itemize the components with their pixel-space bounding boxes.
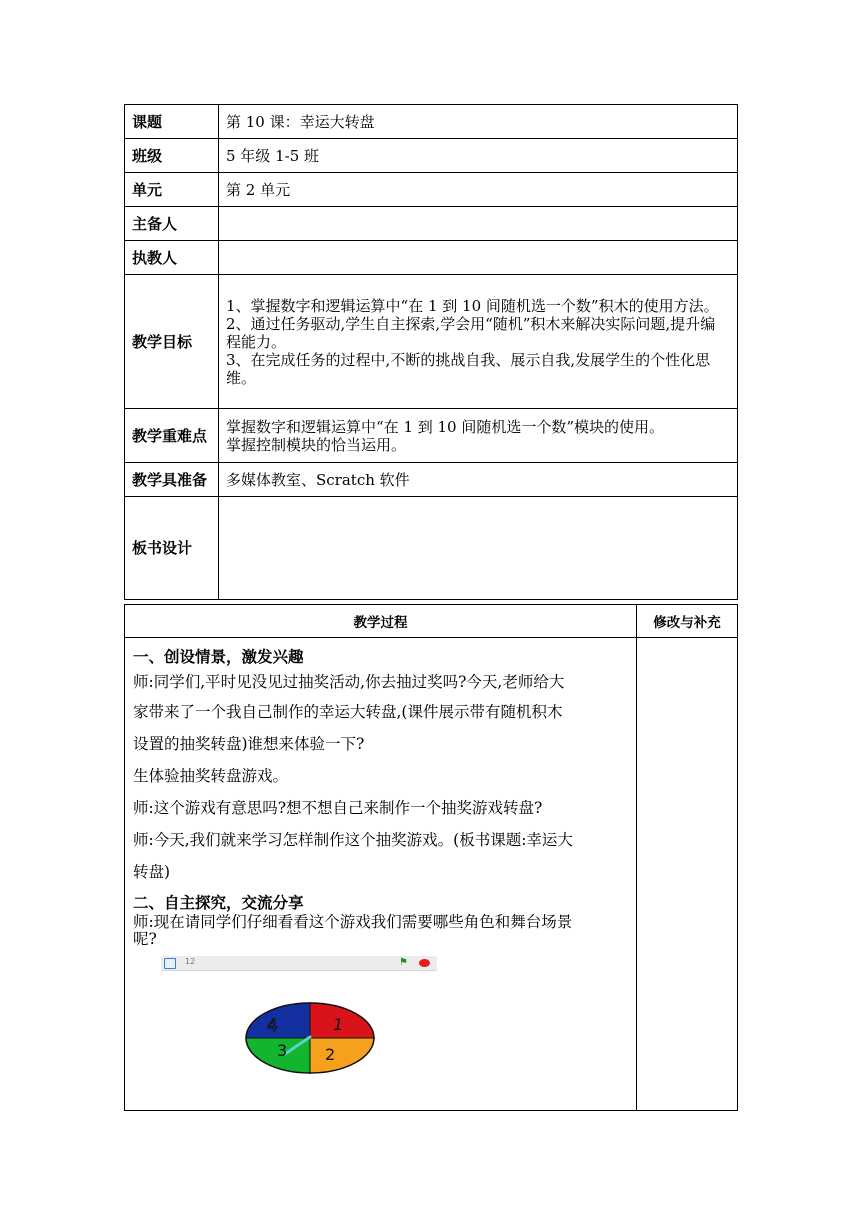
scratch-toolbar <box>161 956 437 971</box>
row-unit <box>125 173 738 207</box>
section-1-line-4: 生体验抽奖转盘游戏。 <box>133 767 289 785</box>
key-point-1: 掌握数字和逻辑运算中“在 1 到 10 间随机选一个数”模块的使用。 <box>226 417 665 436</box>
label-goals: 教学目标 <box>125 275 219 409</box>
lucky-wheel <box>245 1002 375 1074</box>
key-point-2: 掌握控制模块的恰当运用。 <box>226 435 407 454</box>
value-preparer <box>219 207 738 241</box>
revisions-cell <box>637 638 738 1111</box>
process-content <box>125 638 637 1111</box>
value-class: 5 年级 1-5 班 <box>219 139 738 173</box>
section-2-line-1: 师:现在请同学们仔细看看这个游戏我们需要哪些角色和舞台场景 <box>133 913 573 931</box>
goal-3: 3、在完成任务的过程中,不断的挑战自我、展示自我,发展学生的个性化思维。 <box>226 350 711 387</box>
goals-list <box>219 275 738 409</box>
section-1-line-6: 师:今天,我们就来学习怎样制作这个抽奖游戏。(板书课题:幸运大 <box>133 831 573 849</box>
goal-2: 2、通过任务驱动,学生自主探索,学会用“随机”积木来解决实际问题,提升编程能力。 <box>226 314 716 351</box>
label-class: 班级 <box>125 139 219 173</box>
section-1-line-7: 转盘) <box>133 863 171 881</box>
section-1-line-5: 师:这个游戏有意思吗?想不想自己来制作一个抽奖游戏转盘? <box>133 799 543 817</box>
goal-1: 1、掌握数字和逻辑运算中“在 1 到 10 间随机选一个数”积木的使用方法。 <box>226 296 719 315</box>
label-board: 板书设计 <box>125 497 219 600</box>
teaching-process-table <box>124 604 738 1111</box>
row-board <box>125 497 738 600</box>
section-1-line-2: 家带来了一个我自己制作的幸运大转盘,(课件展示带有随机积木 <box>133 703 563 721</box>
label-prep: 教学具准备 <box>125 463 219 497</box>
section-1-title: 一、创设情景，激发兴趣 <box>133 648 304 666</box>
section-2-line-2: 呢? <box>133 930 157 948</box>
value-title: 第 10 课：幸运大转盘 <box>219 105 738 139</box>
label-key-points: 教学重难点 <box>125 409 219 463</box>
label-preparer: 主备人 <box>125 207 219 241</box>
stage-mode-icon <box>164 958 176 969</box>
row-key-points <box>125 409 738 463</box>
value-teacher <box>219 241 738 275</box>
row-goals <box>125 275 738 409</box>
key-points <box>219 409 738 463</box>
row-class <box>125 139 738 173</box>
wheel-number-3: 3 <box>277 1041 288 1060</box>
wheel-number-2: 2 <box>325 1045 336 1064</box>
wheel-number-1: 1 <box>333 1015 344 1034</box>
header-revisions: 修改与补充 <box>637 605 738 638</box>
value-board <box>219 497 738 600</box>
process-header-row <box>125 605 738 638</box>
label-unit: 单元 <box>125 173 219 207</box>
row-prep <box>125 463 738 497</box>
label-teacher: 执教人 <box>125 241 219 275</box>
scratch-readout: 12 <box>185 957 196 966</box>
value-unit: 第 2 单元 <box>219 173 738 207</box>
stop-sign-icon <box>419 959 430 967</box>
scratch-stage-screenshot <box>161 956 451 1106</box>
row-preparer <box>125 207 738 241</box>
row-title <box>125 105 738 139</box>
wheel-number-4: 4 <box>267 1016 278 1036</box>
lesson-info-table <box>124 104 738 600</box>
green-flag-icon: ⚑ <box>399 957 408 968</box>
section-1-line-1: 师:同学们,平时见没见过抽奖活动,你去抽过奖吗?今天,老师给大 <box>133 673 565 691</box>
label-title: 课题 <box>125 105 219 139</box>
section-1-line-3: 设置的抽奖转盘)谁想来体验一下? <box>133 735 365 753</box>
header-teaching-process: 教学过程 <box>125 605 637 638</box>
section-2-title: 二、自主探究，交流分享 <box>133 894 304 912</box>
row-teacher <box>125 241 738 275</box>
process-body-row <box>125 638 738 1111</box>
value-prep: 多媒体教室、Scratch 软件 <box>219 463 738 497</box>
